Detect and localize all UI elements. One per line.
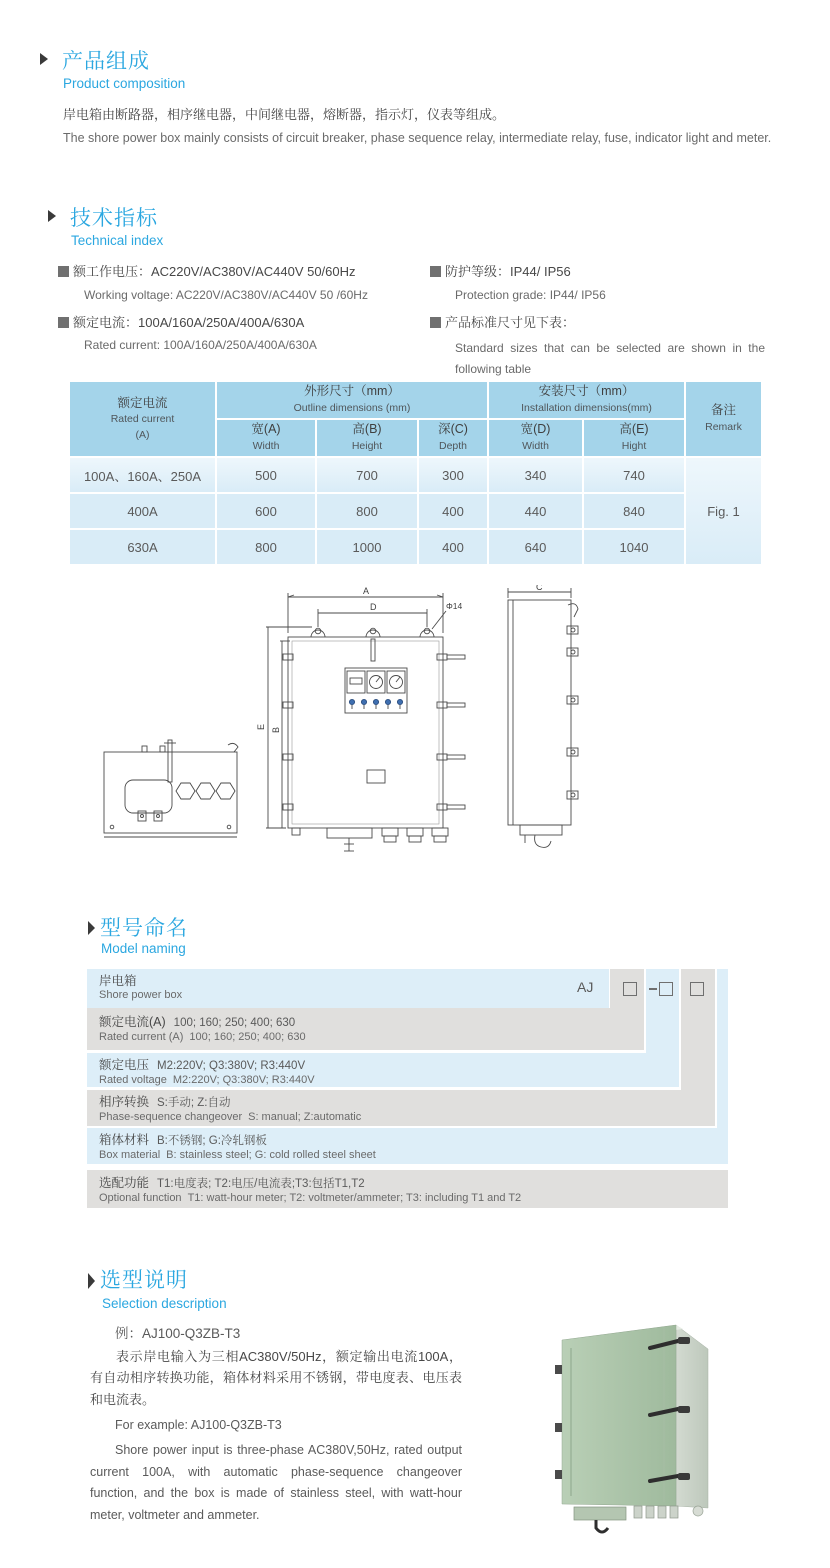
bottom-bracket <box>574 1507 626 1520</box>
cell-inst-width: 340 <box>489 458 582 492</box>
product-composition-title-en: Product composition <box>63 76 186 91</box>
section-arrow-icon <box>88 1273 95 1289</box>
selection-title-en: Selection description <box>102 1296 227 1311</box>
spec-rated-current-en: Rated current: 100A/160A/250A/400A/630A <box>84 338 317 352</box>
cell-height: 700 <box>317 458 417 492</box>
technical-index-title-cn: 技术指标 <box>70 207 158 230</box>
model-naming-title-cn: 型号命名 <box>100 917 188 940</box>
round-foot <box>693 1506 703 1516</box>
bottom-hook <box>596 1520 608 1532</box>
square-bullet-icon <box>430 317 441 328</box>
model-row-phase-changeover: 相序转换 S:手动; Z:自动 Phase-sequence changeover S: manual; Z:automatic <box>87 1090 715 1126</box>
side-hinges <box>567 626 578 799</box>
model-row-box-material: 箱体材料 B:不锈钢; G:冷轧钢板 Box material B: stainless steel; G: cold rolled steel sheet <box>87 1128 728 1164</box>
selection-paragraph-cn: 表示岸电输入为三相AC380V/50Hz，额定输出电流100A，有自动相序转换功能，箱体材料采用不锈钢，带电度表、电压表和电流表。 <box>90 1349 462 1407</box>
cell-depth: 400 <box>419 530 487 564</box>
spec-working-voltage-en: Working voltage: AC220V/AC380V/AC440V 50 /60Hz <box>84 288 368 302</box>
cable-glands <box>634 1506 678 1518</box>
model-head-row <box>87 969 609 1008</box>
col-header-width-d: 宽(D) Width <box>489 420 582 456</box>
cell-inst-height: 840 <box>584 494 684 528</box>
spec-rated-current-cn: 额定电流：100A/160A/250A/400A/630A <box>58 312 304 331</box>
latches <box>283 654 465 810</box>
cell-inst-width: 440 <box>489 494 582 528</box>
model-row-rated-voltage: 额定电压 M2:220V; Q3:380V; R3:440V Rated voltage M2:220V; Q3:380V; R3:440V <box>87 1053 679 1087</box>
indicator-lights <box>349 699 402 704</box>
product-composition-body-cn: 岸电箱由断路器，相序继电器，中间继电器，熔断器，指示灯，仪表等组成。 <box>63 107 506 122</box>
code-box-symbol <box>659 982 673 996</box>
selection-example-cn: 例：AJ100-Q3ZB-T3 <box>115 1326 241 1341</box>
cell-current: 630A <box>70 530 215 564</box>
code-dash-symbol <box>649 988 657 990</box>
section-arrow-icon <box>40 53 48 65</box>
square-bullet-icon <box>58 266 69 277</box>
dim-label-c: C <box>536 585 543 592</box>
spec-standard-size-en: Standard sizes that can be selected are shown in the following table <box>455 341 765 376</box>
code-box-symbol <box>623 982 637 996</box>
selection-example-en: For example: AJ100-Q3ZB-T3 <box>115 1418 282 1432</box>
drawing-side-view <box>508 588 578 847</box>
spec-protection-grade-en: Protection grade: IP44/ IP56 <box>455 288 606 302</box>
table-row <box>70 458 761 492</box>
product-composition-body-en: The shore power box mainly consists of circuit breaker, phase sequence relay, intermediate relay, fuse, indicator light and meter. <box>63 131 772 145</box>
cell-inst-width: 640 <box>489 530 582 564</box>
dim-label-a: A <box>363 586 370 596</box>
shore-power-box-en: Shore power box <box>99 989 183 1002</box>
spec-working-voltage-cn: 额工作电压：AC220V/AC380V/AC440V 50/60Hz <box>58 261 356 280</box>
product-photo <box>552 1318 720 1538</box>
box-side-face <box>676 1325 708 1508</box>
section-arrow-icon <box>88 921 95 935</box>
dim-label-hole: Φ14 <box>446 601 463 611</box>
cell-remark: Fig. 1 <box>686 458 761 564</box>
spec-protection-grade-cn: 防护等级：IP44/ IP56 <box>430 261 571 280</box>
model-row-optional-function: 选配功能 T1:电度表; T2:电压/电流表;T3:包括T1,T2 Optional function T1: watt-hour meter; T2: voltmeter/ammeter; T3: including T1 and T2 <box>87 1170 728 1208</box>
cell-current: 100A、160A、250A <box>70 458 215 492</box>
cell-width: 600 <box>217 494 315 528</box>
product-composition-title-cn: 产品组成 <box>62 50 150 73</box>
drawing-bottom-view <box>104 740 238 837</box>
table-row <box>70 530 761 564</box>
technical-drawing <box>80 585 590 860</box>
cell-current: 400A <box>70 494 215 528</box>
col-header-outline: 外形尺寸（mm） Outline dimensions (mm) <box>217 382 487 418</box>
cable-glands <box>382 828 448 842</box>
code-column <box>717 969 728 1128</box>
dim-label-b: B <box>271 726 281 733</box>
model-naming-diagram <box>87 969 728 1209</box>
col-header-remark: 备注 Remark <box>686 382 761 456</box>
cell-depth: 400 <box>419 494 487 528</box>
col-header-hight-e: 高(E) Hight <box>584 420 684 456</box>
spec-standard-size-cn: 产品标准尺寸见下表： <box>430 312 575 331</box>
col-header-depth-c: 深(C) Depth <box>419 420 487 456</box>
cell-inst-height: 740 <box>584 458 684 492</box>
dimension-table <box>68 380 763 566</box>
selection-title-cn: 选型说明 <box>100 1269 188 1292</box>
table-row <box>70 494 761 528</box>
drawing-front-view <box>266 593 465 851</box>
code-box-symbol <box>690 982 704 996</box>
cell-height: 1000 <box>317 530 417 564</box>
model-row-rated-current: 额定电流(A) 100; 160; 250; 400; 630 Rated current (A) 100; 160; 250; 400; 630 <box>87 1008 644 1050</box>
section-arrow-icon <box>48 210 56 222</box>
dim-label-d: D <box>370 602 377 612</box>
cell-inst-height: 1040 <box>584 530 684 564</box>
col-header-height-b: 高(B) Height <box>317 420 417 456</box>
model-naming-title-en: Model naming <box>101 941 186 956</box>
cell-width: 500 <box>217 458 315 492</box>
col-header-rated-current: 额定电流 Rated current (A) <box>70 382 215 456</box>
dimension-labels <box>256 585 543 733</box>
cell-width: 800 <box>217 530 315 564</box>
shore-power-box-cn: 岸电箱 <box>99 974 137 988</box>
selection-paragraph-en: Shore power input is three-phase AC380V,50Hz, rated output current 100A, with automatic phase-sequence changeover function, and the box is made of stainless steel, with watt-hour meter, voltmeter and ammeter. <box>90 1443 462 1522</box>
square-bullet-icon <box>430 266 441 277</box>
col-header-installation: 安装尺寸（mm） Installation dimensions(mm) <box>489 382 684 418</box>
model-prefix: AJ <box>577 979 594 995</box>
left-hooks <box>555 1365 562 1479</box>
technical-index-title-en: Technical index <box>71 233 164 248</box>
cell-height: 800 <box>317 494 417 528</box>
dim-label-e: E <box>256 723 266 730</box>
col-header-width-a: 宽(A) Width <box>217 420 315 456</box>
cell-depth: 300 <box>419 458 487 492</box>
square-bullet-icon <box>58 317 69 328</box>
